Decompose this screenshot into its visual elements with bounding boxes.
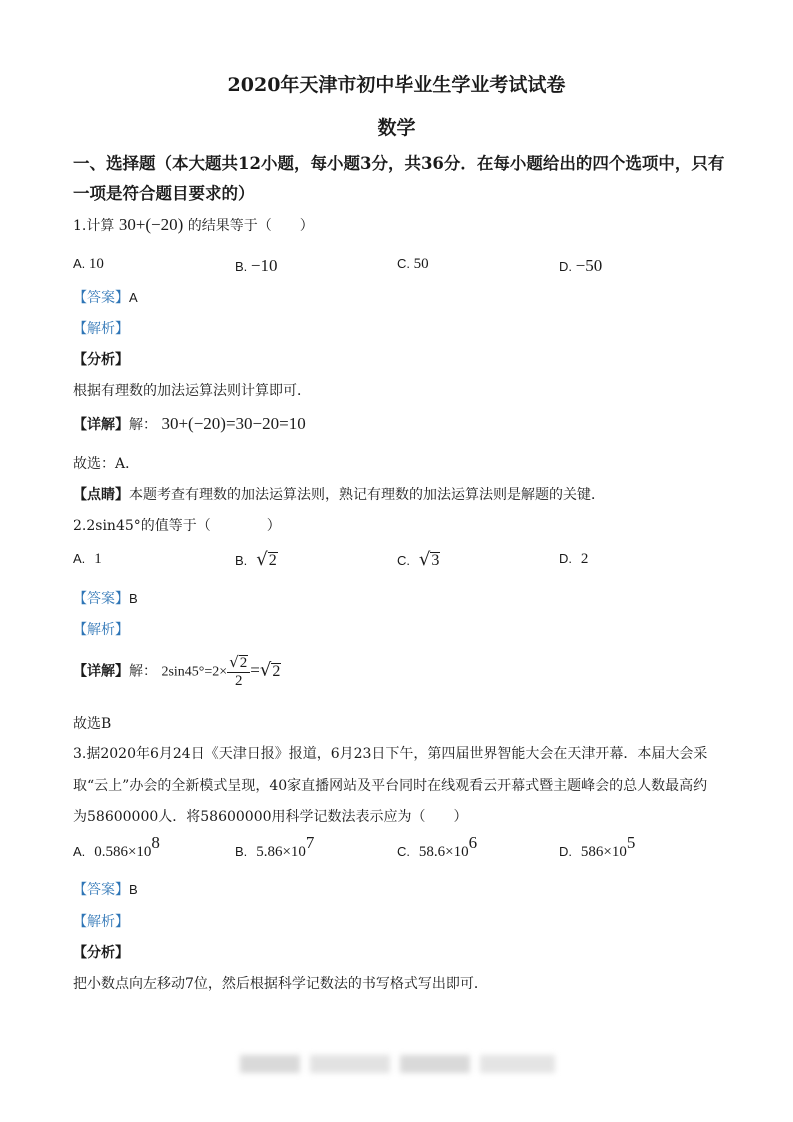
sqrt-symbol: √ [256, 549, 268, 570]
sqrt-symbol: √ [418, 549, 431, 570]
q1-stem-post: 的结果等于（ ） [187, 218, 314, 234]
q3-option-c: C. $58.6\times 10^6$ [397, 833, 478, 860]
q1-option-a: A. 10 [73, 256, 104, 272]
q3-option-b: B. $5.86\times 10^7$ [235, 833, 315, 860]
q2-option-a: A. 1 [73, 551, 102, 567]
page-title: 2020年天津市初中毕业生学业考试试卷 [227, 74, 566, 96]
q3-option-d: D. $586\times 10^5$ [559, 833, 636, 860]
fraction: $\frac{√2}{2}$ [227, 653, 250, 690]
question-3-line1: 3.据2020年6月24日《天津日报》报道，6月23日下午，第四届世界智能大会在天津开幕．本届大会采 [73, 746, 708, 762]
q1-fenxi-label: 【分析】 [73, 352, 129, 368]
q1-option-b: B. −10 [235, 256, 278, 275]
section-heading-line2: 一项是符合题目要求的） [73, 184, 255, 203]
q1-analysis-label: 【解析】 [73, 321, 129, 337]
q3-fenxi-text: 把小数点向左移动7位，然后根据科学记数法的书写格式写出即可． [73, 976, 488, 992]
q2-conclusion: 故选B [73, 716, 112, 732]
q1-stem-expr: 30+(−20) [118, 215, 184, 234]
question-1-stem [73, 215, 314, 235]
q3-analysis-label: 【解析】 [73, 914, 129, 930]
q1-comment: 【点睛】本题考查有理数的加法运算法则，熟记有理数的加法运算法则是解题的关键． [73, 487, 605, 503]
q1-stem-pre: 1.计算 [73, 218, 115, 234]
q1-option-c: C. 50 [397, 256, 429, 272]
section-heading-line1: 一、选择题（本大题共12小题，每小题3分，共36分．在每小题给出的四个选项中，只有 [73, 154, 725, 173]
q3-fenxi-label: 【分析】 [73, 945, 129, 961]
subject-title: 数学 [377, 117, 416, 139]
q2-option-c: C. √3 [397, 549, 440, 570]
q3-answer: 【答案】B [73, 882, 138, 898]
q2-analysis-label: 【解析】 [73, 622, 129, 638]
q2-detail: 【详解】解： 2sin45°=2× $\frac{√2}{2}$ =√2 [73, 653, 281, 689]
question-3-line3: 为58600000人．将58600000用科学记数法表示应为（ ） [73, 809, 468, 825]
q2-option-b: B. √2 [235, 549, 277, 570]
question-3-line2: 取“云上”办会的全新模式呈现，40家直播网站及平台同时在线观看云开幕式暨主题峰会的总人数最高约 [73, 778, 708, 794]
blurred-watermark [240, 1055, 555, 1073]
q1-answer: 【答案】A [73, 290, 138, 306]
q1-detail: 【详解】解： 30+(−20)=30−20=10 [73, 414, 306, 433]
q3-option-a: A. $0.586\times 10^8$ [73, 833, 160, 860]
q1-option-d: D. −50 [559, 256, 603, 275]
sqrt-symbol: √ [259, 659, 272, 681]
q1-fenxi-text: 根据有理数的加法运算法则计算即可． [73, 383, 311, 399]
q2-option-d: D. 2 [559, 551, 589, 567]
q1-conclusion: 故选：A． [73, 456, 140, 472]
question-2-stem: 2.2sin45°的值等于（ ） [73, 518, 281, 534]
q2-answer: 【答案】B [73, 591, 138, 607]
